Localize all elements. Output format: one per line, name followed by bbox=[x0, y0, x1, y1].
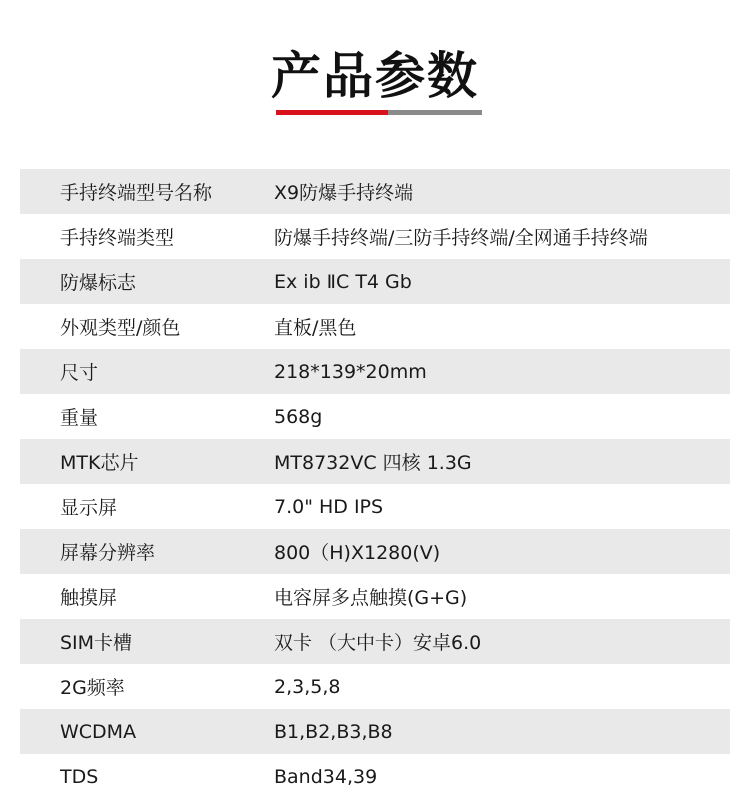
spec-label: 手持终端型号名称 bbox=[60, 182, 213, 204]
spec-label: 屏幕分辨率 bbox=[60, 542, 156, 564]
spec-row bbox=[20, 664, 730, 709]
title-underline bbox=[276, 110, 482, 115]
spec-value: 568g bbox=[274, 405, 323, 428]
spec-label: 2G频率 bbox=[60, 677, 125, 699]
spec-label: 触摸屏 bbox=[60, 587, 118, 609]
spec-value: 防爆手持终端/三防手持终端/全网通手持终端 bbox=[274, 227, 648, 249]
spec-label: 外观类型/颜色 bbox=[60, 317, 181, 339]
spec-label: TDS bbox=[60, 765, 99, 788]
spec-row bbox=[20, 619, 730, 664]
spec-value: 218*139*20mm bbox=[274, 360, 427, 383]
title-underline-gray-segment bbox=[388, 110, 482, 115]
spec-row bbox=[20, 169, 730, 214]
spec-value: 800（H)X1280(V) bbox=[274, 542, 441, 564]
spec-value: 7.0" HD IPS bbox=[274, 495, 384, 518]
spec-row bbox=[20, 574, 730, 619]
spec-label: 显示屏 bbox=[60, 497, 118, 519]
spec-label: 手持终端类型 bbox=[60, 227, 175, 249]
spec-value: Band34,39 bbox=[274, 765, 378, 788]
spec-label: WCDMA bbox=[60, 720, 137, 743]
spec-row bbox=[20, 259, 730, 304]
spec-row bbox=[20, 349, 730, 394]
spec-row bbox=[20, 394, 730, 439]
spec-label: SIM卡槽 bbox=[60, 632, 133, 654]
spec-table bbox=[20, 169, 730, 799]
spec-value: 电容屏多点触摸(G+G) bbox=[274, 587, 468, 609]
spec-row bbox=[20, 709, 730, 754]
spec-row bbox=[20, 214, 730, 259]
spec-value: 2,3,5,8 bbox=[274, 675, 341, 698]
spec-value: X9防爆手持终端 bbox=[274, 182, 414, 204]
spec-value: Ex ib ⅡC T4 Gb bbox=[274, 270, 412, 293]
title-underline-red-segment bbox=[276, 110, 388, 115]
spec-label: 尺寸 bbox=[60, 362, 99, 384]
page-title: 产品参数 bbox=[271, 47, 479, 105]
page-header bbox=[0, 0, 750, 140]
spec-value: 双卡 （大中卡）安卓6.0 bbox=[274, 632, 482, 654]
spec-value: MT8732VC 四核 1.3G bbox=[274, 452, 472, 474]
spec-label: MTK芯片 bbox=[60, 452, 139, 474]
spec-value: B1,B2,B3,B8 bbox=[274, 720, 393, 743]
spec-value: 直板/黑色 bbox=[274, 317, 357, 339]
spec-row bbox=[20, 439, 730, 484]
spec-row bbox=[20, 304, 730, 349]
spec-row bbox=[20, 484, 730, 529]
spec-row bbox=[20, 754, 730, 799]
spec-row bbox=[20, 529, 730, 574]
spec-label: 重量 bbox=[60, 407, 99, 429]
spec-label: 防爆标志 bbox=[60, 272, 137, 294]
